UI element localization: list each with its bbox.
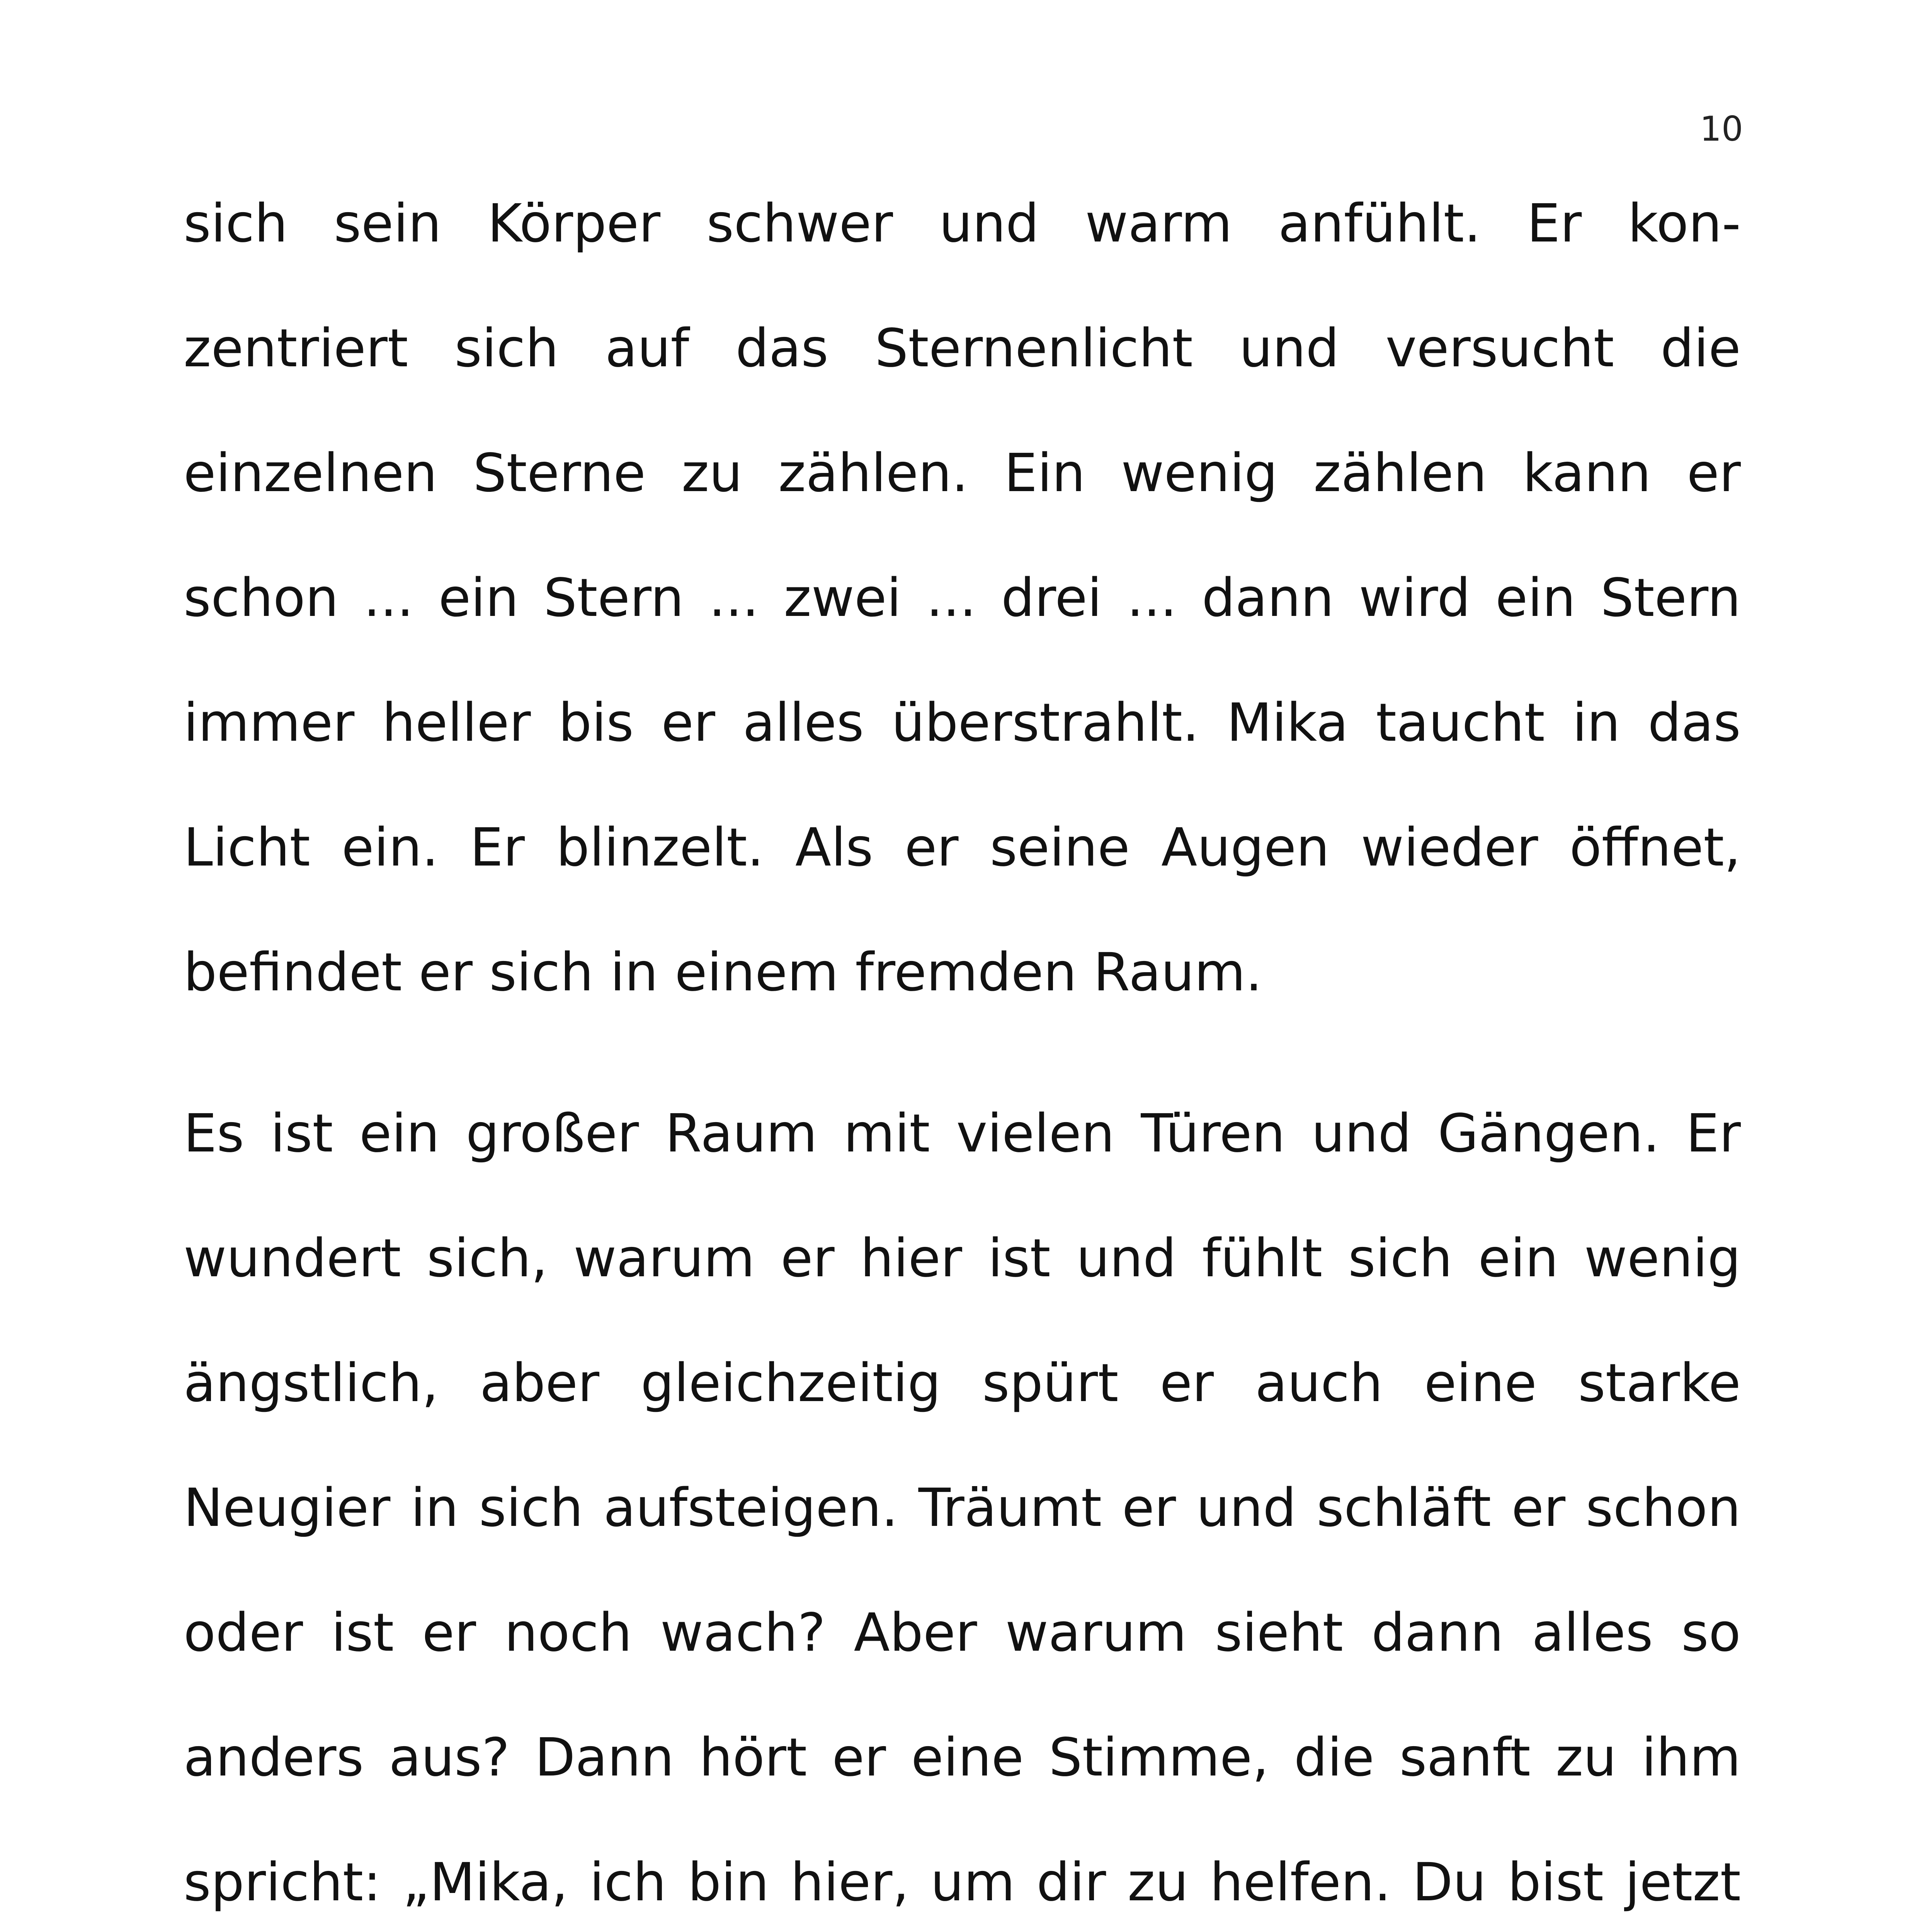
text-line: Licht ein. Er blinzelt. Als er seine Augen wieder öffnet, xyxy=(184,817,1741,878)
text-line: anders aus? Dann hört er eine Stimme, die sanft zu ihm xyxy=(184,1727,1741,1788)
text-line: schon ... ein Stern ... zwei ... drei ... dann wird ein Stern xyxy=(184,568,1741,629)
text-line: oder ist er noch wach? Aber warum sieht dann alles so xyxy=(184,1602,1741,1663)
text-line: ängstlich, aber gleichzeitig spürt er auch eine starke xyxy=(184,1353,1741,1414)
page-number: 10 xyxy=(1700,109,1743,149)
text-line: befindet er sich in einem fremden Raum. xyxy=(184,942,1262,1003)
text-line: einzelnen Sterne zu zählen. Ein wenig zählen kann er xyxy=(184,443,1741,504)
paragraph xyxy=(184,1071,1741,1932)
text-line: zentriert sich auf das Sternenlicht und versucht die xyxy=(184,318,1741,379)
text-line: Neugier in sich aufsteigen. Träumt er und schläft er schon xyxy=(184,1478,1741,1539)
text-line: wundert sich, warum er hier ist und fühlt sich ein wenig xyxy=(184,1228,1741,1289)
text-line: sich sein Körper schwer und warm anfühlt. Er kon- xyxy=(184,193,1741,254)
text-line: immer heller bis er alles überstrahlt. Mika taucht in das xyxy=(184,692,1741,753)
paragraph xyxy=(184,162,1741,1035)
text-line: Es ist ein großer Raum mit vielen Türen und Gängen. Er xyxy=(184,1103,1741,1164)
text-line: spricht: „Mika, ich bin hier, um dir zu helfen. Du bist jetzt xyxy=(184,1852,1741,1913)
